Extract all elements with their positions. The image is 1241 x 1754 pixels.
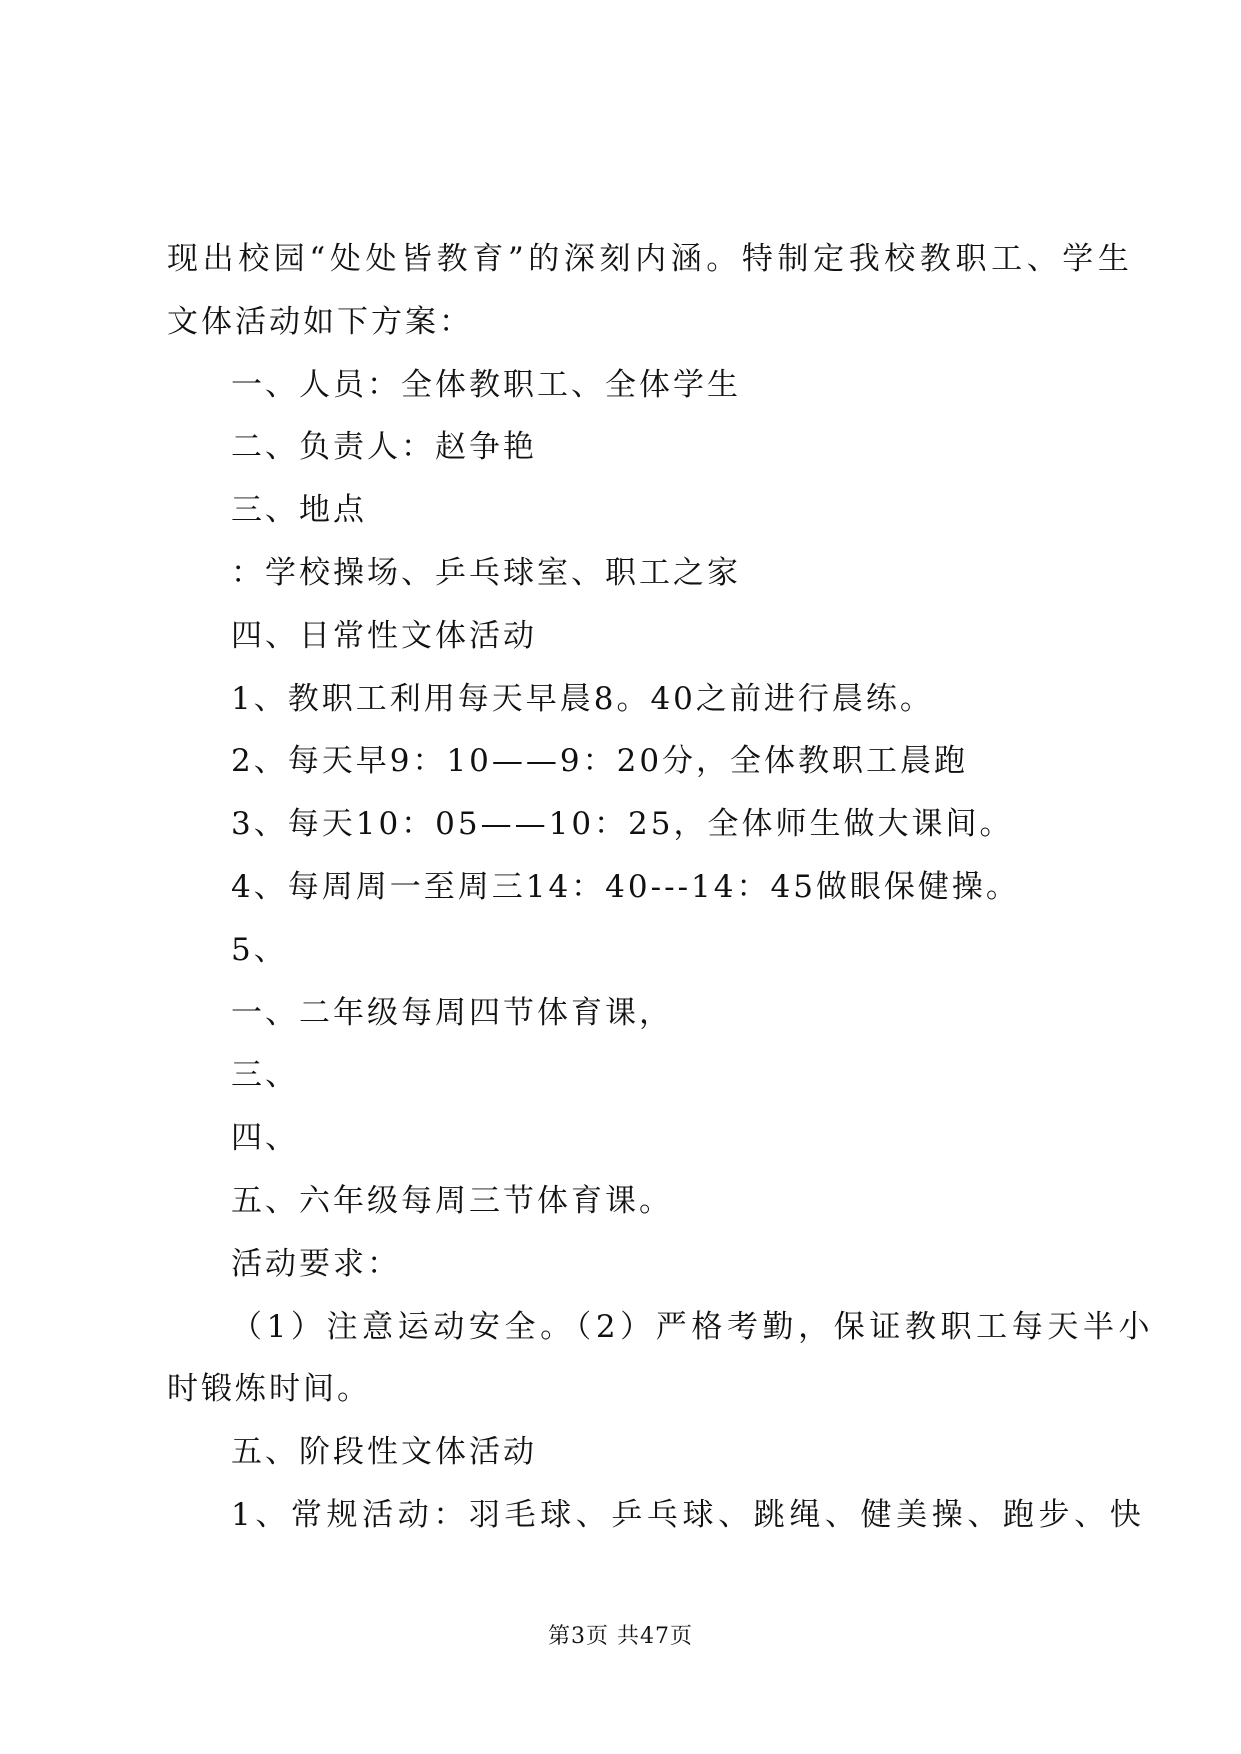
list-item: 四、 [231,1120,299,1157]
section-heading: 一、人员：全体教职工、全体学生 [231,366,741,403]
section-heading: 二、负责人：赵争艳 [231,429,537,466]
list-item: 4、每周周一至周三14：40---14：45做眼保健操。 [231,868,1020,905]
list-item: 三、 [231,1057,299,1094]
list-item: 5、 [231,931,288,968]
list-item: 1、常规活动：羽毛球、乒乓球、跳绳、健美操、跑步、快 [231,1496,1146,1533]
section-heading: 四、日常性文体活动 [231,617,537,654]
list-item: 2、每天早9：10——9：20分，全体教职工晨跑 [231,743,969,780]
document-body [167,228,1155,1547]
paragraph-line: （1）注意运动安全。（2）严格考勤，保证教职工每天半小 [231,1308,1155,1345]
paragraph-line: 活动要求： [231,1245,401,1282]
list-item: 一、二年级每周四节体育课， [231,994,673,1031]
list-item: 1、教职工利用每天早晨8。40之前进行晨练。 [231,680,934,717]
section-heading: 三、地点 [231,492,367,529]
paragraph-line: 时锻炼时间。 [167,1371,371,1408]
page-footer: 第3页 共47页 [548,1624,693,1649]
list-item: 五、六年级每周三节体育课。 [231,1182,673,1219]
paragraph-line: 文体活动如下方案： [167,303,473,340]
paragraph-line: 现出校园“处处皆教育”的深刻内涵。特制定我校教职工、学生 [167,241,1134,277]
section-heading: 五、阶段性文体活动 [231,1434,537,1471]
list-item: 3、每天10：05——10：25，全体师生做大课间。 [231,806,1014,843]
paragraph-line: ：学校操场、乒乓球室、职工之家 [231,554,741,591]
